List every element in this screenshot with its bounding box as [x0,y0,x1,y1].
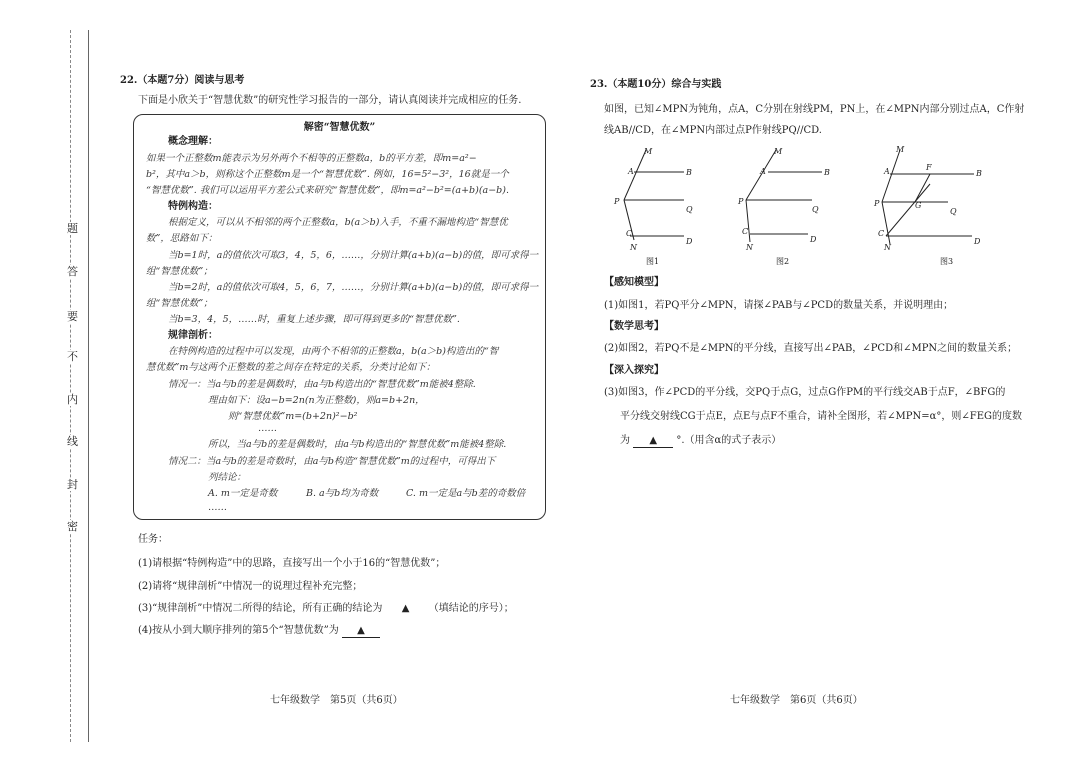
q23-intro-1: 如图，已知∠MPN为钝角，点A，C分别在射线PM，PN上，在∠MPN内部分别过点A，C作射 [604,104,1025,115]
fig1-label-A: A [628,167,634,176]
fig3-caption: 图3 [940,257,954,266]
box-title: 解密“智慧优数” [303,122,376,133]
box-line: 组“智慧优数”； [146,298,213,309]
fig2-label-C: C [742,227,749,236]
fig3-label-M: M [896,145,905,154]
fig3-label-G: G [915,201,922,210]
task-3-text: (3)“规律剖析”中情况二所得的结论，所有正确的结论为 [138,603,383,614]
fig1-label-C: C [626,229,633,238]
task-3-suffix: （填结论的序号）； [428,603,514,614]
binding-char: 线 [67,435,78,448]
q23-title: 23.（本题10分）综合与实践 [590,79,722,90]
fig2-label-N: N [746,243,753,252]
section-1: 【感知模型】 [604,277,664,288]
box-line: 根据定义，可以从不相邻的两个正整数a，b(a＞b)入手，不重不漏地构造“智慧优 [168,217,508,228]
box-line: 当b=1时，a的值依次可取3，4，5，6，……，分别计算(a+b)(a−b)的值，即可求得一 [168,250,539,261]
fig1-label-Q: Q [686,205,693,214]
fig3-label-A: A [884,167,890,176]
box-line: 在特例构造的过程中可以发现，由两个不相邻的正整数a，b(a＞b)构造出的“智 [168,346,499,357]
q23-part-3-line2: 平分线交射线CG于点E，点E与点F不重合，请补全图形，若∠MPN=α°，则∠FEG的度数 [620,411,1023,422]
box-line: b²，其中a＞b，则称这个正整数m是一个“智慧优数”. 例如，16=5²−3²，16就是一个 [146,169,509,180]
task-2: (2)请将“规律剖析”中情况一的说理过程补充完整； [138,581,363,592]
binding-margin [0,0,96,764]
margin-rule [88,30,89,742]
figure-1 [624,150,684,240]
fig1-label-M: M [644,147,653,156]
box-line: 数”，思路如下： [146,233,218,244]
cut-line [70,30,71,742]
task-title: 任务： [138,534,168,545]
fig2-label-Q: Q [812,205,819,214]
option-c: C. m一定是a与b差的奇数倍 [406,488,526,499]
box-line: 当b=2时，a的值依次可取4，5，6，7，……，分别计算(a+b)(a−b)的值，即可求得一 [168,282,539,293]
fig1-caption: 图1 [646,257,660,266]
fig3-label-B: B [976,169,982,178]
box-line: 所以，当a与b的差是偶数时，由a与b构造出的“智慧优数”m能被4整除. [208,439,507,450]
binding-char: 封 [67,478,78,491]
task-3 [138,602,514,615]
q23-part-3-line1: (3)如图3，作∠PCD的平分线，交PQ于点G，过点G作PM的平行线交AB于点F，∠BFG的 [604,387,1006,398]
footer-page-6: 七年级数学 第6页（共6页） [730,695,863,706]
box-line: 列结论： [208,472,247,483]
binding-char: 密 [67,520,78,533]
binding-char: 要 [67,310,78,323]
fig2-label-D: D [810,235,817,244]
box-line: …… [208,502,227,513]
fig2-label-M: M [774,147,783,156]
q23-intro-2: 线AB//CD，在∠MPN内部过点P作射线PQ//CD. [604,125,822,136]
q23-part-3-line3 [620,434,781,448]
footer-page-5: 七年级数学 第5页（共6页） [270,695,403,706]
box-heading: 特例构造： [168,201,218,212]
section-2: 【数学思考】 [604,321,664,332]
fig1-label-B: B [686,168,692,177]
fig3-label-N: N [884,243,891,252]
fig1-label-N: N [630,243,637,252]
q22-intro: 下面是小欣关于“智慧优数”的研究性学习报告的一部分，请认真阅读并完成相应的任务. [138,95,522,106]
fig3-label-D: D [974,237,981,246]
figure-2 [746,150,822,242]
fig3-label-Q: Q [950,207,957,216]
section-3: 【深入探究】 [604,365,664,376]
q22-title: 22.（本题7分）阅读与思考 [120,75,245,86]
fig3-label-F: F [926,163,932,172]
fig3-label-C: C [878,229,885,238]
fig2-label-A: A [760,167,766,176]
box-line: 如果一个正整数m能表示为另外两个不相等的正整数a，b的平方差，即m=a²− [146,153,477,164]
box-heading: 规律剖析： [168,330,218,341]
box-line: “智慧优数”. 我们可以运用平方差公式来研究“智慧优数”，即m=a²−b²=(a+b)(a−b). [146,185,509,196]
fig2-caption: 图2 [776,257,790,266]
task-4-text: (4)按从小到大顺序排列的第5个“智慧优数”为 [138,625,339,636]
fig3-label-P: P [874,199,880,208]
option-a: A. m一定是奇数 [208,488,278,499]
binding-char: 不 [67,350,78,363]
answer-blank[interactable]: ▲ [401,603,410,614]
option-b: B. a与b均为奇数 [306,488,379,499]
q23-part-3-prefix: 为 [620,435,630,446]
fig2-label-P: P [738,197,744,206]
binding-char: 题 [67,222,78,235]
binding-char: 答 [67,265,78,278]
box-line: 组“智慧优数”； [146,266,213,277]
task-4 [138,624,380,638]
box-line: 理由如下：设a−b=2n(n为正整数)，则a=b+2n， [208,395,425,406]
q23-part-1: (1)如图1，若PQ平分∠MPN，请探∠PAB与∠PCD的数量关系，并说明理由； [604,300,954,311]
box-line: 情况二：当a与b的差是奇数时，由a与b构造“智慧优数”m的过程中，可得出下 [168,456,496,467]
box-line: …… [258,423,277,434]
figures [600,138,1000,268]
answer-blank[interactable]: ▲ [342,624,380,638]
fig1-label-D: D [686,237,693,246]
answer-blank[interactable]: ▲ [633,434,673,448]
q23-part-3-suffix: °.（用含α的式子表示） [676,435,782,446]
box-line: 则“智慧优数”m=(b+2n)²−b² [228,411,358,422]
q23-part-2: (2)如图2，若PQ不是∠MPN的平分线，直接写出∠PAB，∠PCD和∠MPN之间的数量关系； [604,343,1018,354]
box-heading: 概念理解： [168,136,218,147]
task-1: (1)请根据“特例构造”中的思路，直接写出一个小于16的“智慧优数”； [138,558,446,569]
box-line: 情况一：当a与b的差是偶数时，由a与b构造出的“智慧优数”m能被4整除. [168,379,476,390]
fig1-label-P: P [614,197,620,206]
box-line: 当b=3，4，5，……时，重复上述步骤，即可得到更多的“智慧优数”. [168,314,460,325]
binding-char: 内 [67,393,78,406]
box-line: 慧优数”m与这两个正整数的差之间存在特定的关系，分类讨论如下： [146,362,436,373]
fig2-label-B: B [824,168,830,177]
